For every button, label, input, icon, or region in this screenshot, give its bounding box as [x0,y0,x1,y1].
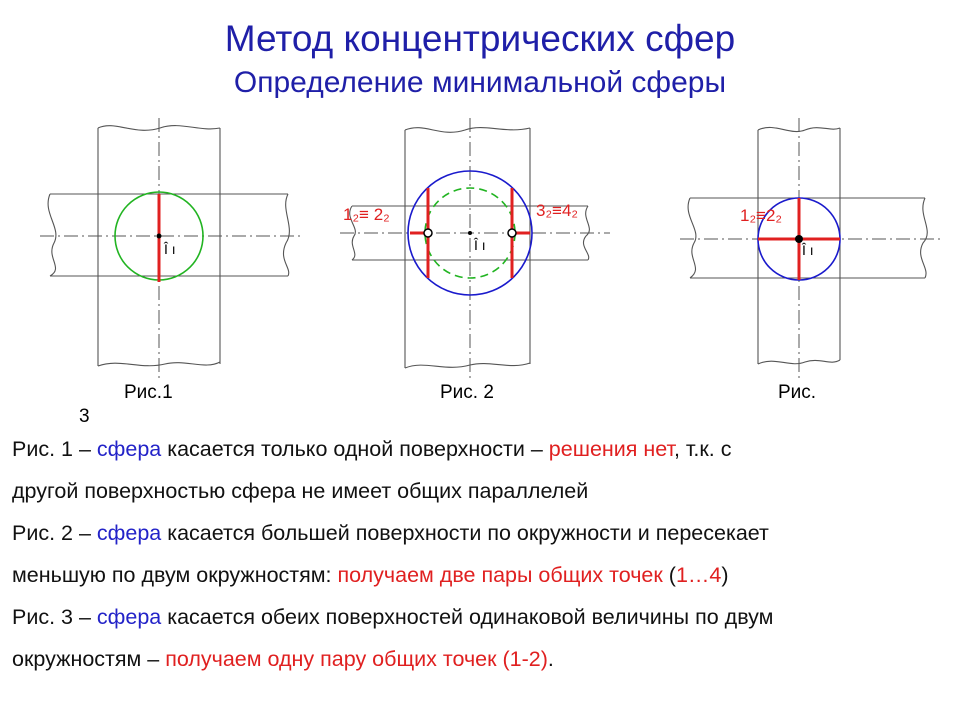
text-segment: 1…4 [675,563,722,587]
text-segment: касается большей поверхности по окружности и пересекает [161,521,769,545]
text-segment: касается обеих поверхностей одинаковой величины по двум [161,605,774,629]
text-segment: Рис. 1 – [12,437,97,461]
center-label: Î ı [802,242,814,258]
text-segment: . [547,647,554,671]
center-label: Î ı [474,237,486,253]
text-segment: ) [721,563,729,587]
text-segment: , т.к. с [673,437,732,461]
page-title: Метод концентрических сфер [224,18,736,59]
center-label: Î ı [164,241,176,257]
label-points-3-4: 3₂≡4₂ [536,201,579,220]
text-line [12,596,957,638]
text-segment: ( [662,563,676,587]
text-segment: Рис. 2 – [12,521,97,545]
text-line [12,554,957,596]
text-segment: окружностям – [12,647,166,671]
text-line [12,428,957,470]
page-subtitle: Определение минимальной сферы [233,66,727,99]
label-points-1-2: 1₂≡ 2₂ [343,205,390,224]
label-points-1-2: 1₂≡2₂ [740,206,783,225]
text-segment: другой поверхностью сфера не имеет общих параллелей [12,479,589,503]
text-segment: касается только одной поверхности – [161,437,549,461]
text-segment: Рис. 3 – [12,605,97,629]
figure-1-diagram [40,118,300,378]
text-segment: меньшую по двум окружностям: [12,563,338,587]
text-segment: решения нет [548,437,674,461]
description-text [12,428,957,680]
figure-2-diagram [340,118,610,378]
text-segment: получаем одну пару общих точек (1-2) [165,647,548,671]
text-segment: сфера [96,521,162,545]
text-line [12,512,957,554]
figure-3-caption: Рис. [778,382,817,403]
figure-3-caption-overflow: 3 [79,406,90,427]
figure-1-caption: Рис.1 [124,382,173,403]
figure-3-diagram [680,118,940,378]
text-segment: сфера [96,437,162,461]
text-segment: получаем две пары общих точек [337,563,663,587]
text-line [12,638,957,680]
text-line [12,470,957,512]
text-segment: сфера [96,605,162,629]
figure-2-caption: Рис. 2 [440,382,494,403]
